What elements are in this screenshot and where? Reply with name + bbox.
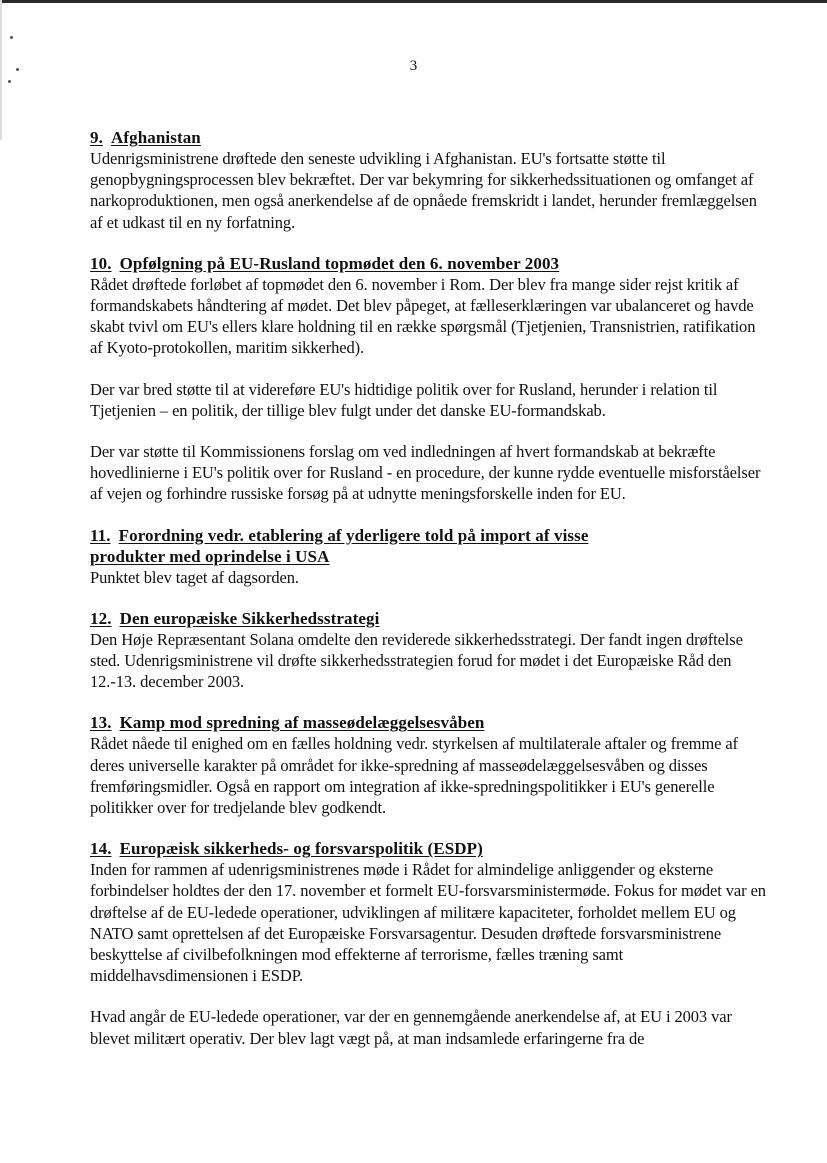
section-heading [90, 525, 610, 567]
section-paragraph: Den Høje Repræsentant Solana omdelte den reviderede sikkerhedsstrategi. Der fandt ingen drøftelse sted. Udenrigsministrene vil drøfte sikkerhedsstrategien forud for mødet i det Europæiske Råd den 12.-13. december 2003. [90, 629, 743, 692]
section-heading [90, 712, 770, 733]
section-heading [90, 253, 770, 274]
section-11-customs-regulation [90, 525, 770, 588]
section-paragraph: Der var støtte til Kommissionens forslag om ved indledningen af hvert formandskab at bekræfte hovedlinierne i EU's politik over for Rusland - en procedure, der kunne rydde eventuelle misforståelser af vejen og forhindre russiske forsøg på at udnytte meningsforskelle inden for EU. [90, 442, 761, 504]
section-title: Forordning vedr. etablering af yderligere told på import af visse produkter med oprindelse i USA [90, 525, 589, 566]
section-paragraph: Der var bred støtte til at videreføre EU's hidtidige politik over for Rusland, herunder i relation til Tjetjenien – en politik, der tillige blev fulgt under det danske EU-formandskab. [90, 379, 718, 420]
section-title: Den europæiske Sikkerhedsstrategi [119, 608, 380, 628]
section-number: 13. [90, 713, 112, 733]
section-title: Opfølgning på EU-Rusland topmødet den 6. november 2003 [119, 253, 560, 273]
section-title: Europæisk sikkerheds- og forsvarspolitik (ESDP) [119, 839, 483, 859]
section-13-non-proliferation [90, 712, 770, 818]
section-9-afghanistan [90, 127, 770, 233]
section-paragraph: Rådet drøftede forløbet af topmødet den 6. november i Rom. Der blev fra mange sider rejst kritik af formandskabets håndtering af mødet. Det blev påpeget, at fælleserklæringen var ubalanceret og havde skabt tvivl om EU's ellers klare holdning til en række spørgsmål (Tjetjenien, Transnistrien, ratifikation af Kyoto-protokollen, maritim sikkerhed). [90, 274, 756, 358]
section-14-esdp [90, 838, 770, 1049]
page-number: 3 [409, 58, 418, 74]
section-number: 12. [90, 608, 112, 628]
section-heading [90, 127, 770, 148]
section-paragraph: Inden for rammen af udenrigsministrenes møde i Rådet for almindelige anliggender og eksterne forbindelser holdtes der den 17. november et formelt EU-forsvarsministermøde. Fokus for mødet var en drøftelse af de EU-ledede operationer, udviklingen af militære kapaciteter, forholdet mellem EU og NATO samt oprettelsen af det Europæiske Forsvarsagentur. Desuden drøftede forsvarsministrene beskyttelse af civilbefolkningen mod effekterne af terrorisme, fælles træning samt middelhavsdimensionen i ESDP. [90, 860, 766, 986]
scan-speck [10, 36, 13, 39]
document-body [90, 127, 770, 1049]
section-number: 14. [90, 839, 112, 859]
section-number: 9. [90, 128, 103, 147]
section-paragraph: Punktet blev taget af dagsorden. [90, 567, 299, 587]
section-heading [90, 838, 770, 859]
section-10-eu-russia-summit [90, 253, 770, 505]
section-title: Afghanistan [110, 128, 201, 147]
section-12-security-strategy [90, 608, 770, 693]
section-title: Kamp mod spredning af masseødelæggelsesvåben [119, 713, 485, 733]
section-heading [90, 608, 770, 629]
section-number: 10. [90, 253, 112, 273]
section-paragraph: Udenrigsministrene drøftede den seneste udvikling i Afghanistan. EU's fortsatte støtte til genopbygningsprocessen blev bekræftet. Der var bekymring for sikkerhedssituationen og omfanget af narkoproduktionen, men også anerkendelse af de opnåede fremskridt i landet, herunder fremlæggelsen af et udkast til en ny forfatning. [90, 149, 757, 232]
section-number: 11. [90, 525, 111, 545]
scan-speck [8, 80, 11, 83]
section-paragraph: Hvad angår de EU-ledede operationer, var der en gennemgående anerkendelse af, at EU i 2003 var blevet militært operativ. Der blev lagt vægt på, at man indsamlede erfaringerne fra de [90, 1007, 732, 1048]
top-scan-border [0, 0, 827, 3]
section-paragraph: Rådet nåede til enighed om en fælles holdning vedr. styrkelsen af multilaterale aftaler og fremme af deres universelle karakter på området for ikke-spredning af masseødelæggelsesvåben og disses fremføringsmidler. Også en rapport om integration af ikke-spredningspolitikker i EU's generelle politikker over for tredjelande blev godkendt. [90, 734, 738, 818]
